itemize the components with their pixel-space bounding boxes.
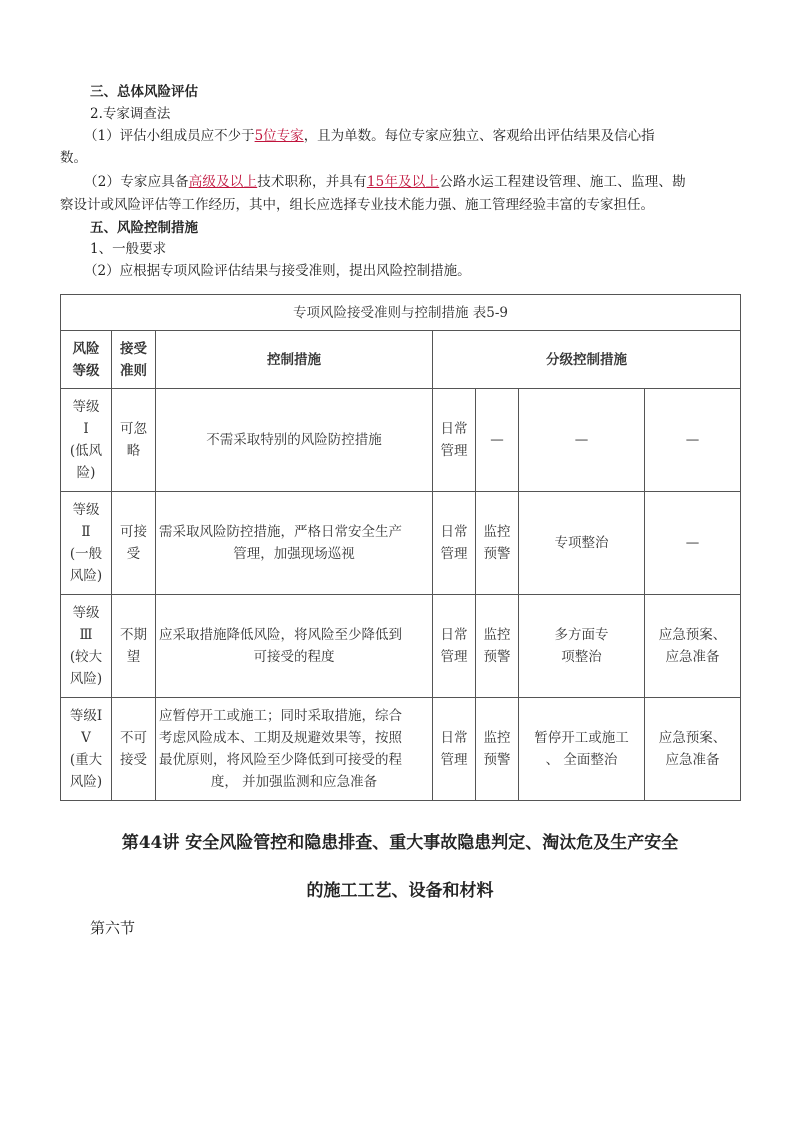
header-accept: 接受 准则 bbox=[112, 331, 156, 389]
highlight-15-years: 15年及以上 bbox=[366, 174, 440, 190]
cell-accept: 可接 受 bbox=[112, 492, 156, 595]
paragraph-1: （1）评估小组成员应不少于5位专家，且为单数。每位专家应独立、客观给出评估结果及信心指 bbox=[84, 128, 655, 144]
lecture-title-line1: 第44讲 安全风险管控和隐患排查、重大事故隐患判定、淘汰危及生产安全 bbox=[121, 833, 679, 853]
cell-measures: 不需采取特别的风险防控措施 bbox=[156, 389, 433, 492]
cell-c1: 日常 管理 bbox=[433, 492, 476, 595]
cell-c1: 日常 管理 bbox=[433, 595, 476, 698]
heading-general-req: 1、一般要求 bbox=[90, 241, 167, 257]
cell-measures: 需采取风险防控措施，严格日常安全生产 管理，加强现场巡视 bbox=[156, 492, 433, 595]
cell-c3: 暂停开工或施工 、 全面整治 bbox=[519, 698, 645, 801]
header-level: 风险 等级 bbox=[61, 331, 112, 389]
paragraph-2-cont: 察设计或风险评估等工作经历，其中，组长应选择专业技术能力强、施工管理经验丰富的专家担任。 bbox=[60, 197, 654, 213]
table-header-row bbox=[61, 331, 741, 389]
table-caption: 专项风险接受准则与控制措施 表5-9 bbox=[61, 295, 741, 331]
cell-c4: — bbox=[645, 389, 741, 492]
highlight-senior-title: 高级及以上 bbox=[188, 174, 258, 190]
paragraph-3: （2）应根据专项风险评估结果与接受准则，提出风险控制措施。 bbox=[84, 263, 471, 279]
cell-c1: 日常 管理 bbox=[433, 389, 476, 492]
cell-c2: 监控 预警 bbox=[476, 595, 519, 698]
cell-accept: 不期 望 bbox=[112, 595, 156, 698]
cell-c4: 应急预案、 应急准备 bbox=[645, 595, 741, 698]
cell-measures: 应暂停开工或施工；同时采取措施，综合 考虑风险成本、工期及规避效果等，按照 最优原则，将风险至少降低到可接受的程 度， 并加强监测和应急准备 bbox=[156, 698, 433, 801]
heading-expert-method: 2.专家调查法 bbox=[90, 106, 171, 122]
header-graded: 分级控制措施 bbox=[433, 331, 741, 389]
paragraph-1-cont: 数。 bbox=[60, 150, 87, 166]
table-row bbox=[61, 698, 741, 801]
cell-level: 等级 Ⅱ (一般 风险) bbox=[61, 492, 112, 595]
cell-accept: 可忽 略 bbox=[112, 389, 156, 492]
table-row bbox=[61, 595, 741, 698]
cell-level: 等级 Ⅰ (低风 险) bbox=[61, 389, 112, 492]
risk-acceptance-table bbox=[60, 294, 741, 801]
cell-c2: 监控 预警 bbox=[476, 492, 519, 595]
cell-c1: 日常 管理 bbox=[433, 698, 476, 801]
cell-c2: — bbox=[476, 389, 519, 492]
lecture-title-line2: 的施工工艺、设备和材料 bbox=[306, 881, 494, 901]
cell-c4: — bbox=[645, 492, 741, 595]
cell-c2: 监控 预警 bbox=[476, 698, 519, 801]
cell-accept: 不可 接受 bbox=[112, 698, 156, 801]
cell-c4: 应急预案、 应急准备 bbox=[645, 698, 741, 801]
heading-overall-risk: 三、总体风险评估 bbox=[90, 84, 198, 100]
cell-level: 等级I V (重大 风险) bbox=[61, 698, 112, 801]
section-6-heading: 第六节 bbox=[90, 919, 136, 937]
cell-c3: — bbox=[519, 389, 645, 492]
table-row bbox=[61, 389, 741, 492]
header-measures: 控制措施 bbox=[156, 331, 433, 389]
cell-level: 等级 Ⅲ (较大 风险) bbox=[61, 595, 112, 698]
table-row bbox=[61, 492, 741, 595]
paragraph-2: （2）专家应具备高级及以上技术职称，并具有15年及以上公路水运工程建设管理、施工、监理、勘 bbox=[84, 174, 686, 190]
highlight-5-experts: 5位专家 bbox=[254, 128, 304, 144]
cell-c3: 多方面专 项整治 bbox=[519, 595, 645, 698]
cell-measures: 应采取措施降低风险，将风险至少降低到 可接受的程度 bbox=[156, 595, 433, 698]
cell-c3: 专项整治 bbox=[519, 492, 645, 595]
heading-risk-control: 五、风险控制措施 bbox=[90, 220, 198, 236]
